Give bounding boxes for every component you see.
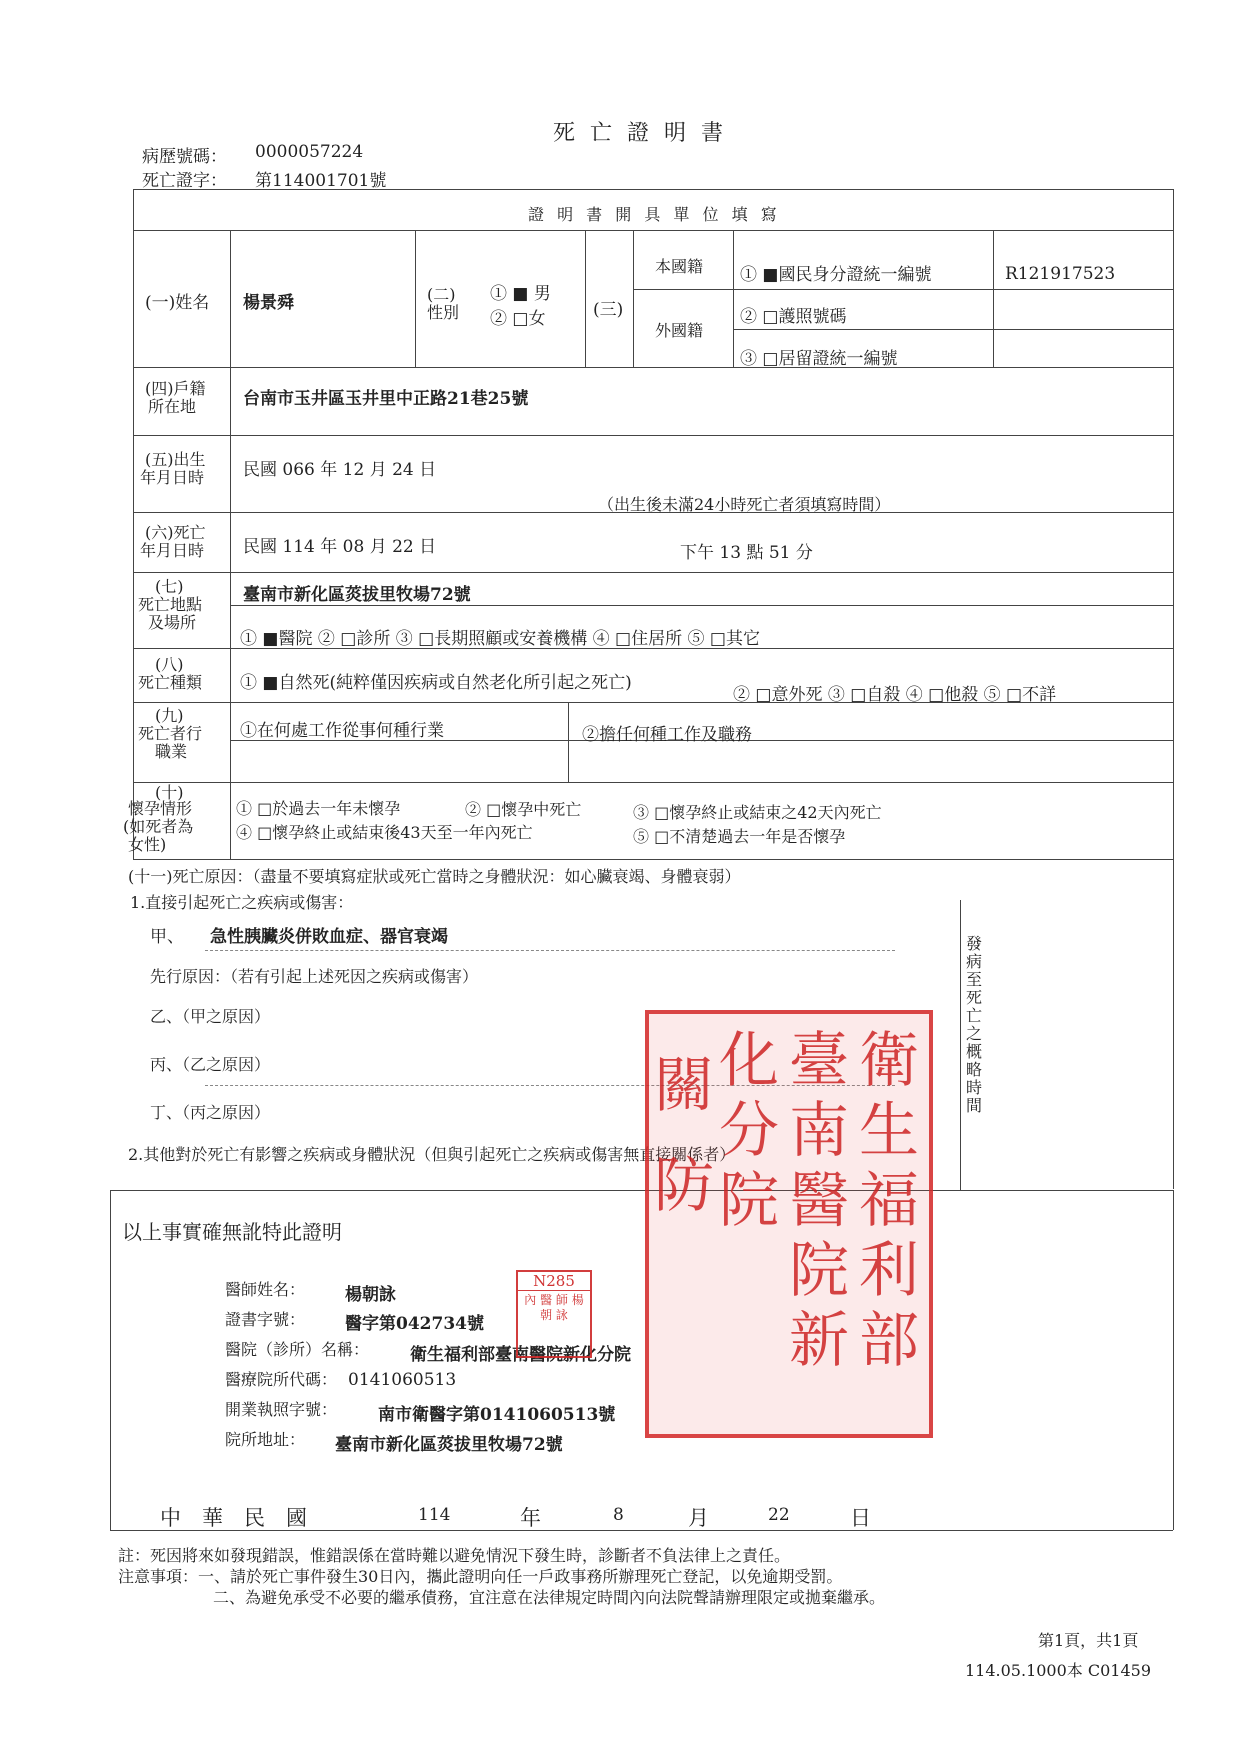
date-day-unit: 日 bbox=[850, 1506, 871, 1530]
cause-c-label: 丙、（乙之原因） bbox=[150, 1055, 271, 1074]
footer-note-3: 二、為避免承受不必要的繼承債務，宜注意在法律規定時間內向法院聲請辦理限定或拋棄繼承。 bbox=[213, 1588, 886, 1607]
pregnancy-label-4: 女性) bbox=[128, 835, 167, 854]
occupation-industry-question: ①在何處工作從事何種行業 bbox=[240, 721, 444, 741]
birth-label-2: 年月日時 bbox=[140, 468, 205, 487]
sex-label-number: (二) bbox=[427, 285, 456, 304]
foreign-label: 外國籍 bbox=[655, 321, 704, 340]
birth-label-1: (五)出生 bbox=[145, 450, 206, 469]
pregnancy-option-2: ② □懷孕中死亡 bbox=[465, 800, 582, 819]
certificate-number-label: 死亡證字： bbox=[142, 171, 227, 191]
occupation-label-1: (九) bbox=[155, 706, 184, 725]
occupation-label-2: 死亡者行 bbox=[138, 724, 203, 743]
doctor-name-label: 醫師姓名： bbox=[225, 1280, 306, 1299]
place-label-2: 死亡地點 bbox=[138, 595, 203, 614]
birth-time-note: （出生後未滿24小時死亡者須填寫時間） bbox=[598, 495, 891, 514]
date-year-unit: 年 bbox=[520, 1506, 541, 1530]
cause-header: (十一)死亡原因：（盡量不要填寫症狀或死亡當時之身體狀況：如心臟衰竭、身體衰弱） bbox=[128, 867, 741, 886]
death-type-label-1: (八) bbox=[155, 655, 184, 674]
date-month-unit: 月 bbox=[688, 1506, 709, 1530]
antecedent-cause-label: 先行原因：（若有引起上述死因之疾病或傷害） bbox=[150, 967, 479, 986]
domestic-label: 本國籍 bbox=[655, 257, 704, 276]
hospital-official-seal: 衛 生 福 利 部 臺 南 醫 院 新 化 分 院 關 防 bbox=[645, 1010, 933, 1438]
death-type-natural: ① ■自然死(純粹僅因疾病或自然老化所引起之死亡) bbox=[240, 673, 632, 693]
footer-note-1: 註：死因將來如發現錯誤，惟錯誤係在當時難以避免情況下發生時，診斷者不負法律上之責任。 bbox=[118, 1546, 791, 1565]
pregnancy-option-3: ③ □懷孕終止或結束之42天內死亡 bbox=[633, 803, 882, 822]
death-label-2: 年月日時 bbox=[140, 541, 205, 560]
household-label-2: 所在地 bbox=[148, 397, 197, 416]
cause-b-label: 乙、（甲之原因） bbox=[150, 1007, 271, 1026]
pregnancy-option-5: ⑤ □不清楚過去一年是否懷孕 bbox=[633, 827, 846, 846]
facility-address-label: 院所地址： bbox=[225, 1430, 306, 1449]
date-month: 8 bbox=[613, 1505, 624, 1525]
id-card-option: ① ■國民身分證統一編號 bbox=[740, 265, 932, 285]
place-label-3: 及場所 bbox=[148, 613, 197, 632]
other-conditions-question: 2.其他對於死亡有影響之疾病或身體狀況（但與引起死亡之疾病或傷害無直接關係者） bbox=[128, 1145, 736, 1164]
facility-code-label: 醫療院所代碼： bbox=[225, 1370, 338, 1389]
form-code: 114.05.1000本 C01459 bbox=[965, 1661, 1152, 1680]
date-era: 中 華 民 國 bbox=[160, 1506, 307, 1530]
page-number: 第1頁，共1頁 bbox=[1038, 1631, 1139, 1650]
cause-a-label: 甲、 bbox=[150, 927, 184, 947]
record-number-value: 0000057224 bbox=[255, 142, 364, 162]
hospital-name-label: 醫院（診所）名稱： bbox=[225, 1340, 370, 1359]
id-card-number: R121917523 bbox=[1005, 264, 1116, 284]
sex-option-female: ② □女 bbox=[490, 309, 546, 329]
pregnancy-option-1: ① □於過去一年未懷孕 bbox=[236, 799, 401, 818]
death-place: 臺南市新化區菼拔里牧場72號 bbox=[243, 585, 471, 605]
cause-a-value: 急性胰臟炎併敗血症、器官衰竭 bbox=[210, 927, 448, 947]
passport-option: ② □護照號碼 bbox=[740, 307, 847, 327]
pregnancy-label-3: (如死者為 bbox=[123, 817, 194, 836]
occupation-position-question: ②擔任何種工作及職務 bbox=[582, 725, 752, 745]
pregnancy-label-1: (十) bbox=[155, 783, 184, 802]
name-value: 楊景舜 bbox=[243, 293, 294, 313]
death-date: 民國 114 年 08 月 22 日 bbox=[243, 537, 437, 557]
place-label-1: (七) bbox=[155, 577, 184, 596]
footer-note-2: 注意事項：一、請於死亡事件發生30日內，攜此證明向任一戶政事務所辦理死亡登記，以免逾期受罰。 bbox=[118, 1567, 843, 1586]
facility-code-value: 0141060513 bbox=[348, 1370, 457, 1390]
doctor-stamp: N285 內 醫 師 楊 朝 詠 bbox=[516, 1270, 592, 1358]
household-label-1: (四)戶籍 bbox=[145, 379, 206, 398]
pregnancy-label-2: 懷孕情形 bbox=[128, 799, 193, 818]
certification-statement: 以上事實確無訛特此證明 bbox=[122, 1220, 342, 1244]
death-type-label-2: 死亡種類 bbox=[138, 673, 203, 692]
household-address: 台南市玉井區玉井里中正路21巷25號 bbox=[243, 389, 529, 409]
birth-date: 民國 066 年 12 月 24 日 bbox=[243, 460, 437, 480]
doctor-name-value: 楊朝詠 bbox=[345, 1285, 396, 1305]
license-number-label: 證書字號： bbox=[225, 1310, 306, 1329]
hospital-name-value: 衛生福利部臺南醫院新化分院 bbox=[410, 1345, 631, 1365]
sex-label: 性別 bbox=[427, 303, 460, 322]
death-type-others: ② □意外死 ③ □自殺 ④ □他殺 ⑤ □不詳 bbox=[733, 685, 1057, 705]
certificate-number-value: 第114001701號 bbox=[255, 171, 387, 191]
table-title: 證 明 書 開 具 單 位 填 寫 bbox=[528, 205, 781, 224]
document-title: 死 亡 證 明 書 bbox=[553, 121, 727, 146]
date-day: 22 bbox=[768, 1505, 790, 1525]
place-type-options: ① ■醫院 ② □診所 ③ □長期照顧或安養機構 ④ □住居所 ⑤ □其它 bbox=[240, 629, 760, 649]
name-label: (一)姓名 bbox=[145, 293, 210, 313]
cause-d-label: 丁、（丙之原因） bbox=[150, 1103, 271, 1122]
pregnancy-option-4: ④ □懷孕終止或結束後43天至一年內死亡 bbox=[236, 823, 533, 842]
residence-option: ③ □居留證統一編號 bbox=[740, 349, 898, 369]
death-label-1: (六)死亡 bbox=[145, 523, 206, 542]
date-year: 114 bbox=[418, 1505, 451, 1525]
license-number-value: 醫字第042734號 bbox=[345, 1314, 484, 1334]
death-time: 下午 13 點 51 分 bbox=[680, 543, 813, 563]
facility-address-value: 臺南市新化區菼拔里牧場72號 bbox=[335, 1435, 563, 1455]
occupation-label-3: 職業 bbox=[155, 742, 188, 761]
sex-option-male: ① ■ 男 bbox=[490, 284, 551, 304]
nationality-label: (三) bbox=[593, 300, 624, 320]
practice-license-value: 南市衛醫字第0141060513號 bbox=[378, 1405, 616, 1425]
onset-to-death-interval-label: 發病至死亡之概略時間 bbox=[966, 934, 983, 1115]
practice-license-label: 開業執照字號： bbox=[225, 1400, 338, 1419]
record-number-label: 病歷號碼： bbox=[142, 147, 227, 167]
direct-cause-question: 1.直接引起死亡之疾病或傷害： bbox=[130, 893, 354, 912]
